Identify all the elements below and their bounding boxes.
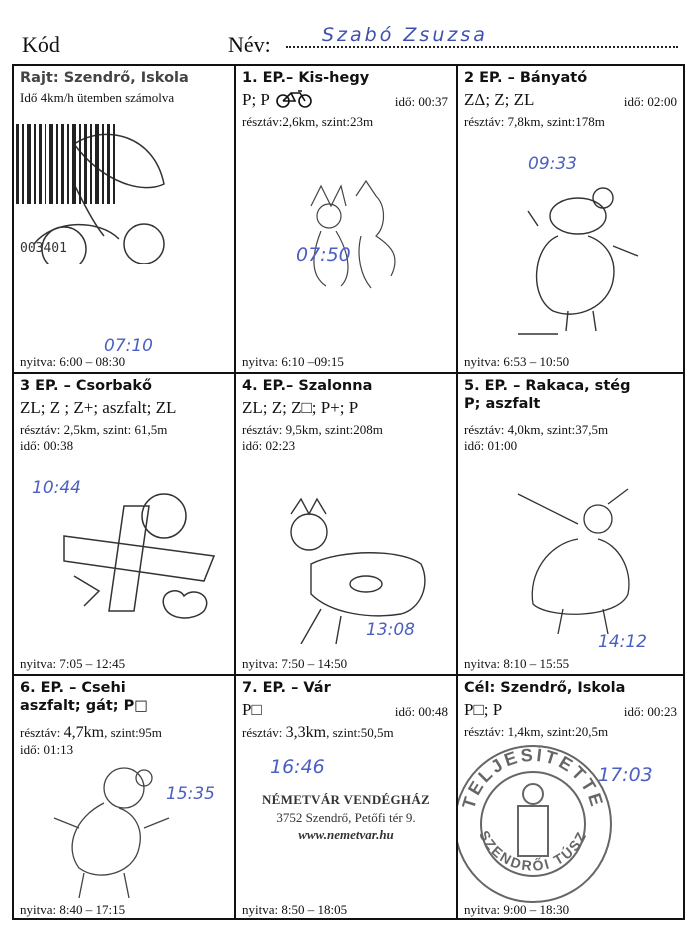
cell-ep2 <box>458 66 685 372</box>
time-estimate: idő: 02:00 <box>623 94 677 109</box>
cell-title: 7. EP. – Vár <box>242 680 331 696</box>
time-estimate: idő: 02:23 <box>242 438 296 453</box>
monkey-stamp <box>44 758 174 898</box>
segment-info: résztáv: 4,7km, szint:95m <box>20 724 162 741</box>
bicycle-icon <box>274 90 314 108</box>
cell-ep1 <box>236 66 456 372</box>
time-estimate: idő: 00:48 <box>394 704 448 719</box>
terrain-codes: ZΔ; Z; ZL <box>464 90 535 109</box>
opening-hours: nyitva: 7:50 – 14:50 <box>242 656 348 671</box>
cell-start <box>14 66 234 372</box>
svg-text:SZENDRŐI TÚSZ <box>476 828 590 874</box>
speed-note: Idő 4km/h ütemben számolva <box>20 90 175 105</box>
handwritten-time: 15:35 <box>166 784 215 804</box>
cell-ep7 <box>236 676 456 920</box>
handwritten-time: 13:08 <box>366 620 415 640</box>
cell-title: 5. EP. – Rakaca, stég <box>464 378 631 394</box>
airplane-stamp <box>54 486 229 626</box>
terrain-codes: ZL; Z ; Z+; aszfalt; ZL <box>20 398 177 417</box>
name-label: Név: <box>228 32 271 57</box>
mouse-character-stamp <box>518 186 648 336</box>
opening-hours: nyitva: 8:10 – 15:55 <box>464 656 570 671</box>
segment-info: résztáv: 3,3km, szint:50,5m <box>242 724 394 741</box>
opening-hours: nyitva: 7:05 – 12:45 <box>20 656 126 671</box>
code-label: Kód <box>22 32 60 57</box>
cell-ep4 <box>236 374 456 674</box>
cell-title: Rajt: Szendrő, Iskola <box>20 70 189 86</box>
cell-ep3 <box>14 374 234 674</box>
handwritten-time: 10:44 <box>32 478 81 498</box>
terrain-codes: P□ <box>242 700 262 719</box>
time-estimate: idő: 01:13 <box>20 742 74 757</box>
wolf-grandma-stamp <box>291 176 411 296</box>
handwritten-time: 07:10 <box>104 336 153 356</box>
checkpoint-grid <box>12 64 685 920</box>
terrain-codes: P□; P <box>464 700 503 719</box>
time-estimate: idő: 00:38 <box>20 438 74 453</box>
cell-finish <box>458 676 685 920</box>
cell-title: 4. EP.– Szalonna <box>242 378 373 394</box>
svg-text:TELJESÍTETTE <box>458 744 607 811</box>
header <box>12 24 687 62</box>
terrain-codes: aszfalt; gát; P□ <box>20 698 148 714</box>
cell-title: 1. EP.– Kis-hegy <box>242 70 370 86</box>
opening-hours: nyitva: 8:50 – 18:05 <box>242 902 348 917</box>
cell-title: Cél: Szendrő, Iskola <box>464 680 626 696</box>
finish-round-stamp <box>458 736 618 906</box>
name-handwritten: Szabó Zsuzsa <box>322 24 488 46</box>
handwritten-time: 16:46 <box>270 756 325 778</box>
terrain-codes: P; aszfalt <box>464 396 541 412</box>
segment-info: résztáv: 2,5km, szint: 61,5m <box>20 422 168 437</box>
cell-title: 2 EP. – Bányató <box>464 70 588 86</box>
stamp-bottom-text: SZENDRŐI TÚSZ <box>476 827 590 874</box>
segment-info: résztáv: 4,0km, szint:37,5m <box>464 422 609 437</box>
time-estimate: idő: 00:37 <box>394 94 448 109</box>
segment-info: résztáv: 1,4km, szint:20,5m <box>464 724 609 739</box>
handwritten-time: 17:03 <box>598 764 653 786</box>
name-dotted-line <box>286 46 678 48</box>
stamp-top-text: TELJESÍTETTE <box>458 744 608 812</box>
terrain-codes: P; P <box>242 90 314 110</box>
knight-character-stamp <box>508 484 648 634</box>
stamp-address: 3752 Szendrő, Petőfi tér 9. <box>276 810 416 825</box>
opening-hours: nyitva: 6:53 – 10:50 <box>464 354 570 369</box>
barcode <box>16 124 115 204</box>
cell-title: 3 EP. – Csorbakő <box>20 378 153 394</box>
handwritten-time: 14:12 <box>598 632 647 652</box>
stamp-website: www.nemetvar.hu <box>298 827 394 842</box>
segment-info: résztáv: 7,8km, szint:178m <box>464 114 605 129</box>
cell-ep6 <box>14 676 234 920</box>
segment-info: résztáv:2,6km, szint:23m <box>242 114 374 129</box>
opening-hours: nyitva: 6:10 –09:15 <box>242 354 344 369</box>
segment-info: résztáv: 9,5km, szint:208m <box>242 422 383 437</box>
terrain-codes: ZL; Z; Z□; P+; P <box>242 398 359 417</box>
time-estimate: idő: 00:23 <box>623 704 677 719</box>
opening-hours: nyitva: 9:00 – 18:30 <box>464 902 570 917</box>
opening-hours: nyitva: 8:40 – 17:15 <box>20 902 126 917</box>
handwritten-time: 07:50 <box>296 244 351 266</box>
handwritten-time: 09:33 <box>528 154 577 174</box>
cell-title: 6. EP. – Csehi <box>20 680 126 696</box>
opening-hours: nyitva: 6:00 – 08:30 <box>20 354 126 369</box>
barcode-number: 003401 <box>20 241 67 256</box>
stamp-name: NÉMETVÁR VENDÉGHÁZ <box>261 792 431 807</box>
cell-ep5 <box>458 374 685 674</box>
time-estimate: idő: 01:00 <box>464 438 518 453</box>
